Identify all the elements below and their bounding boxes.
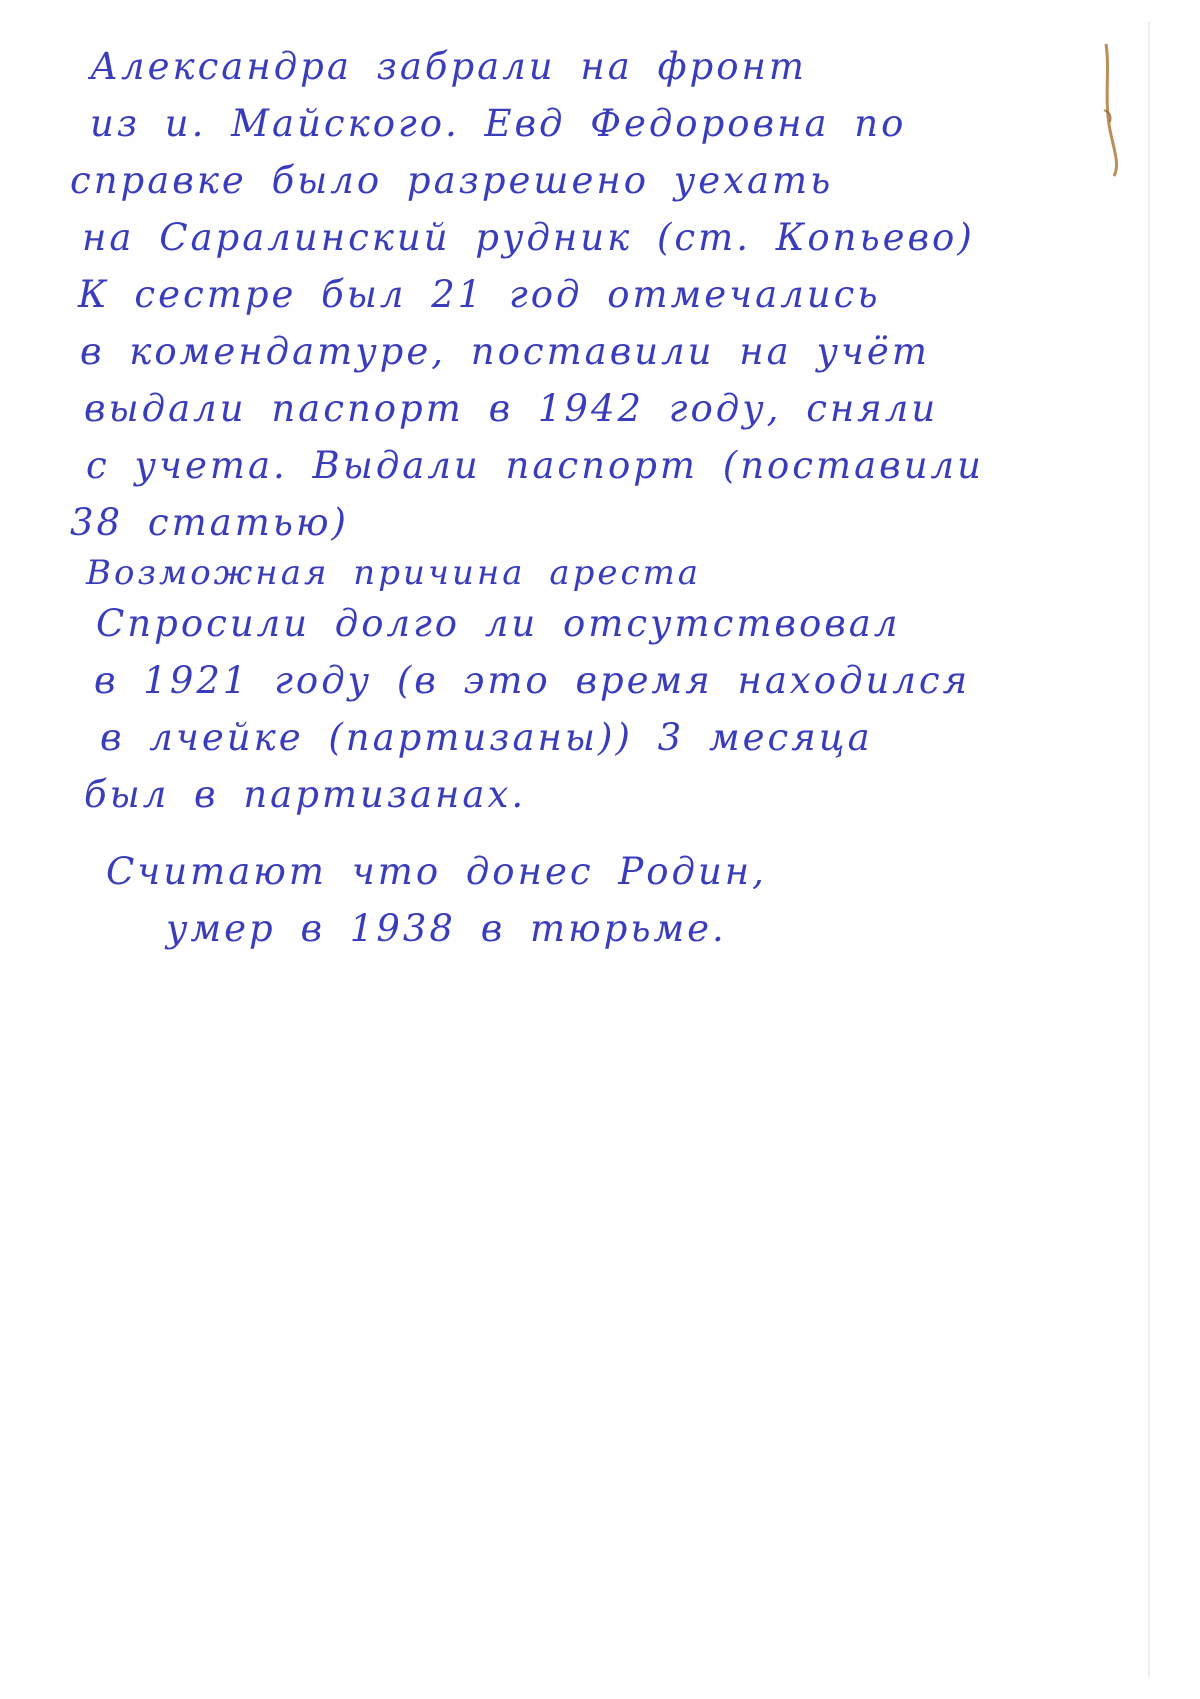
text-line: в комендатуре, поставили на учёт — [80, 330, 930, 373]
text-line: Считают что донес Родин, — [106, 850, 767, 893]
text-line: умер в 1938 в тюрьме. — [166, 907, 727, 950]
text-line: выдали паспорт в 1942 году, сняли — [84, 387, 939, 430]
text-line: 38 статью) — [70, 501, 349, 544]
text-line: в 1921 году (в это время находился — [94, 659, 971, 702]
text-line: Александра забрали на фронт — [90, 45, 807, 88]
text-line: в лчейке (партизаны)) 3 месяца — [100, 716, 873, 759]
text-line: с учета. Выдали паспорт (поставили — [86, 444, 984, 487]
text-line: был в партизанах. — [84, 773, 527, 816]
text-line: Спросили долго ли отсутствовал — [96, 602, 901, 645]
text-line: на Саралинский рудник (ст. Копьево) — [82, 216, 975, 259]
text-line: из и. Майского. Евд Федоровна по — [90, 102, 907, 145]
paragraph-gap — [58, 823, 1138, 843]
text-line: Возможная причина ареста — [86, 553, 702, 593]
text-line: справке было разрешено уехать — [70, 159, 834, 202]
scan-edge — [0, 0, 20, 1699]
handwritten-text — [58, 38, 1138, 957]
text-line: К сестре был 21 год отмечались — [78, 273, 881, 316]
